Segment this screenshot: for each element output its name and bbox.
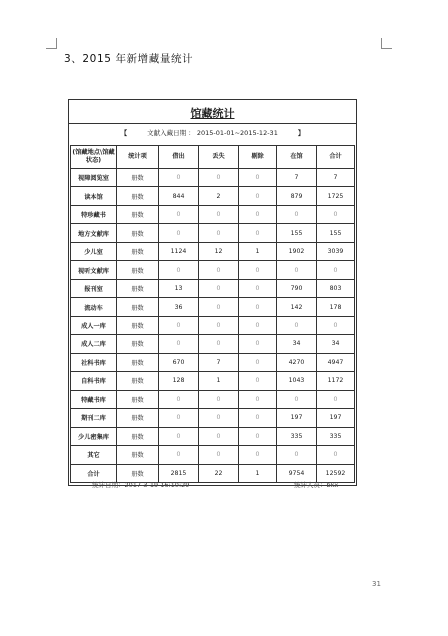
cell-name: 报刊室	[71, 279, 117, 297]
cell-lost: 22	[199, 464, 239, 482]
cell-total: 803	[317, 279, 355, 297]
cell-removed: 0	[239, 409, 277, 427]
cell-removed: 0	[239, 316, 277, 334]
cell-lent: 0	[159, 224, 199, 242]
cell-lent: 13	[159, 279, 199, 297]
cell-in-library: 1902	[277, 242, 317, 260]
collection-stats-table	[70, 145, 355, 483]
column-header-stat-item: 统计项	[117, 146, 159, 169]
cell-unit: 册数	[117, 335, 159, 353]
table-row	[71, 316, 355, 334]
table-row	[71, 224, 355, 242]
column-header-lent: 借出	[159, 146, 199, 169]
cell-lost: 0	[199, 446, 239, 464]
cell-name: 特藏书库	[71, 390, 117, 408]
cell-unit: 册数	[117, 372, 159, 390]
cell-unit: 册数	[117, 390, 159, 408]
cell-lent: 0	[159, 427, 199, 445]
cell-lent: 670	[159, 353, 199, 371]
cell-lost: 0	[199, 409, 239, 427]
cell-unit: 册数	[117, 187, 159, 205]
stat-date: 统计日期：2017-3-19 16:10:29	[92, 481, 190, 489]
margin-mark-top-right	[381, 38, 392, 49]
cell-lost: 2	[199, 187, 239, 205]
table-title-row	[69, 100, 356, 123]
cell-removed: 0	[239, 224, 277, 242]
cell-removed: 0	[239, 279, 277, 297]
cell-lost: 0	[199, 316, 239, 334]
column-header-location: (馆藏地点\馆藏状态)	[71, 146, 117, 169]
cell-lost: 0	[199, 205, 239, 223]
cell-unit: 册数	[117, 298, 159, 316]
cell-removed: 0	[239, 169, 277, 187]
cell-removed: 0	[239, 335, 277, 353]
cell-total: 3039	[317, 242, 355, 260]
cell-removed: 0	[239, 261, 277, 279]
cell-in-library: 4270	[277, 353, 317, 371]
section-heading: 3、2015 年新增藏量统计	[64, 53, 194, 65]
cell-lost: 0	[199, 427, 239, 445]
cell-removed: 0	[239, 187, 277, 205]
table-row	[71, 298, 355, 316]
cell-total: 34	[317, 335, 355, 353]
column-header-in-library: 在馆	[277, 146, 317, 169]
cell-unit: 册数	[117, 242, 159, 260]
cell-lost: 0	[199, 279, 239, 297]
table-row	[71, 169, 355, 187]
cell-name: 视听文献库	[71, 261, 117, 279]
cell-lent: 0	[159, 335, 199, 353]
cell-in-library: 0	[277, 390, 317, 408]
cell-name: 流动车	[71, 298, 117, 316]
cell-removed: 0	[239, 205, 277, 223]
page-number: 31	[372, 580, 381, 588]
cell-lost: 7	[199, 353, 239, 371]
cell-unit: 册数	[117, 205, 159, 223]
cell-in-library: 0	[277, 205, 317, 223]
cell-total: 1172	[317, 372, 355, 390]
cell-lent: 0	[159, 205, 199, 223]
cell-unit: 册数	[117, 279, 159, 297]
cell-name: 成人二库	[71, 335, 117, 353]
table-row	[71, 279, 355, 297]
table-body	[71, 169, 355, 483]
cell-in-library: 0	[277, 261, 317, 279]
cell-unit: 册数	[117, 316, 159, 334]
cell-lent: 36	[159, 298, 199, 316]
cell-total: 7	[317, 169, 355, 187]
cell-unit: 册数	[117, 169, 159, 187]
column-header-lost: 丢失	[199, 146, 239, 169]
cell-name: 视障阅览室	[71, 169, 117, 187]
cell-lent: 0	[159, 390, 199, 408]
cell-total: 0	[317, 446, 355, 464]
cell-lent: 2815	[159, 464, 199, 482]
cell-lent: 1124	[159, 242, 199, 260]
table-row	[71, 261, 355, 279]
cell-name: 自科书库	[71, 372, 117, 390]
cell-lent: 0	[159, 261, 199, 279]
cell-name: 成人一库	[71, 316, 117, 334]
stat-person: 统计人员：bkx	[294, 481, 339, 489]
date-range-value: 2015-01-01~2015-12-31	[196, 129, 278, 137]
cell-name: 少儿室	[71, 242, 117, 260]
cell-in-library: 197	[277, 409, 317, 427]
date-range-row	[69, 123, 356, 142]
cell-lent: 128	[159, 372, 199, 390]
cell-unit: 册数	[117, 446, 159, 464]
cell-lost: 1	[199, 372, 239, 390]
cell-name: 社科书库	[71, 353, 117, 371]
cell-in-library: 1043	[277, 372, 317, 390]
cell-in-library: 879	[277, 187, 317, 205]
cell-removed: 0	[239, 372, 277, 390]
cell-in-library: 0	[277, 446, 317, 464]
table-row	[71, 409, 355, 427]
cell-total: 335	[317, 427, 355, 445]
cell-lent: 0	[159, 446, 199, 464]
table-row	[71, 446, 355, 464]
cell-lent: 0	[159, 409, 199, 427]
cell-unit: 册数	[117, 224, 159, 242]
date-range-left-bracket: 【	[120, 129, 128, 137]
table-row	[71, 427, 355, 445]
cell-lost: 0	[199, 224, 239, 242]
cell-total: 0	[317, 390, 355, 408]
cell-lost: 0	[199, 335, 239, 353]
cell-in-library: 335	[277, 427, 317, 445]
cell-in-library: 155	[277, 224, 317, 242]
cell-name: 期刊二库	[71, 409, 117, 427]
cell-in-library: 7	[277, 169, 317, 187]
table-row	[71, 205, 355, 223]
cell-unit: 册数	[117, 427, 159, 445]
table-row	[71, 335, 355, 353]
cell-total: 1725	[317, 187, 355, 205]
cell-removed: 1	[239, 242, 277, 260]
cell-name: 少儿密集库	[71, 427, 117, 445]
cell-name: 读本馆	[71, 187, 117, 205]
cell-removed: 0	[239, 427, 277, 445]
table-row	[71, 372, 355, 390]
cell-total: 12592	[317, 464, 355, 482]
cell-lost: 0	[199, 390, 239, 408]
table-row	[71, 242, 355, 260]
cell-lent: 844	[159, 187, 199, 205]
cell-removed: 0	[239, 353, 277, 371]
cell-total: 178	[317, 298, 355, 316]
cell-total: 4947	[317, 353, 355, 371]
cell-unit: 册数	[117, 261, 159, 279]
cell-total: 0	[317, 261, 355, 279]
cell-total: 0	[317, 316, 355, 334]
cell-lost: 12	[199, 242, 239, 260]
cell-unit: 册数	[117, 464, 159, 482]
table-title: 馆藏统计	[190, 107, 235, 120]
table-row	[71, 353, 355, 371]
cell-removed: 0	[239, 446, 277, 464]
cell-in-library: 0	[277, 316, 317, 334]
table-header-row	[71, 146, 355, 169]
cell-lost: 0	[199, 261, 239, 279]
cell-removed: 1	[239, 464, 277, 482]
cell-removed: 0	[239, 390, 277, 408]
cell-lent: 0	[159, 316, 199, 334]
date-range-right-bracket: 】	[297, 129, 305, 137]
cell-total: 155	[317, 224, 355, 242]
cell-total: 0	[317, 205, 355, 223]
cell-in-library: 790	[277, 279, 317, 297]
cell-lost: 0	[199, 298, 239, 316]
table-row	[71, 187, 355, 205]
date-range-label: 文献入藏日期 ：	[147, 129, 195, 137]
cell-name: 合计	[71, 464, 117, 482]
margin-mark-top-left	[46, 38, 57, 49]
cell-removed: 0	[239, 298, 277, 316]
cell-in-library: 142	[277, 298, 317, 316]
cell-total: 197	[317, 409, 355, 427]
table-row	[71, 390, 355, 408]
cell-lent: 0	[159, 169, 199, 187]
cell-lost: 0	[199, 169, 239, 187]
column-header-total: 合计	[317, 146, 355, 169]
cell-in-library: 34	[277, 335, 317, 353]
cell-name: 其它	[71, 446, 117, 464]
cell-in-library: 9754	[277, 464, 317, 482]
cell-unit: 册数	[117, 353, 159, 371]
cell-name: 地方文献库	[71, 224, 117, 242]
cell-name: 特珍藏书	[71, 205, 117, 223]
cell-unit: 册数	[117, 409, 159, 427]
column-header-removed: 剔除	[239, 146, 277, 169]
